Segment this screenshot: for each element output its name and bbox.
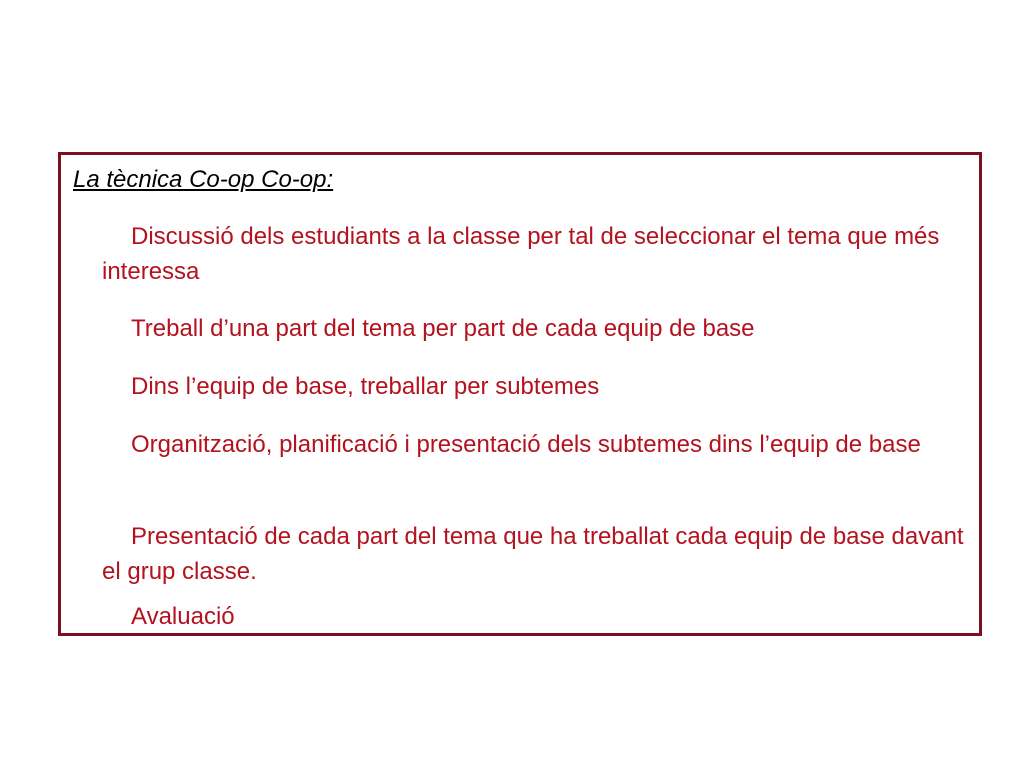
list-item: Organització, planificació i presentació dels subtemes dins l’equip de base	[131, 431, 921, 458]
list-item: Presentació de cada part del tema que ha treballat cada equip de base davant el grup classe.	[102, 523, 964, 585]
list-item: Discussió dels estudiants a la classe per tal de seleccionar el tema que més interessa	[102, 223, 940, 285]
slide-title: La tècnica Co-op Co-op:	[73, 166, 334, 193]
list-item: Avaluació	[131, 603, 235, 630]
list-item: Treball d’una part del tema per part de cada equip de base	[131, 315, 755, 342]
content-box	[58, 152, 982, 636]
list-item: Dins l’equip de base, treballar per subtemes	[131, 373, 600, 400]
